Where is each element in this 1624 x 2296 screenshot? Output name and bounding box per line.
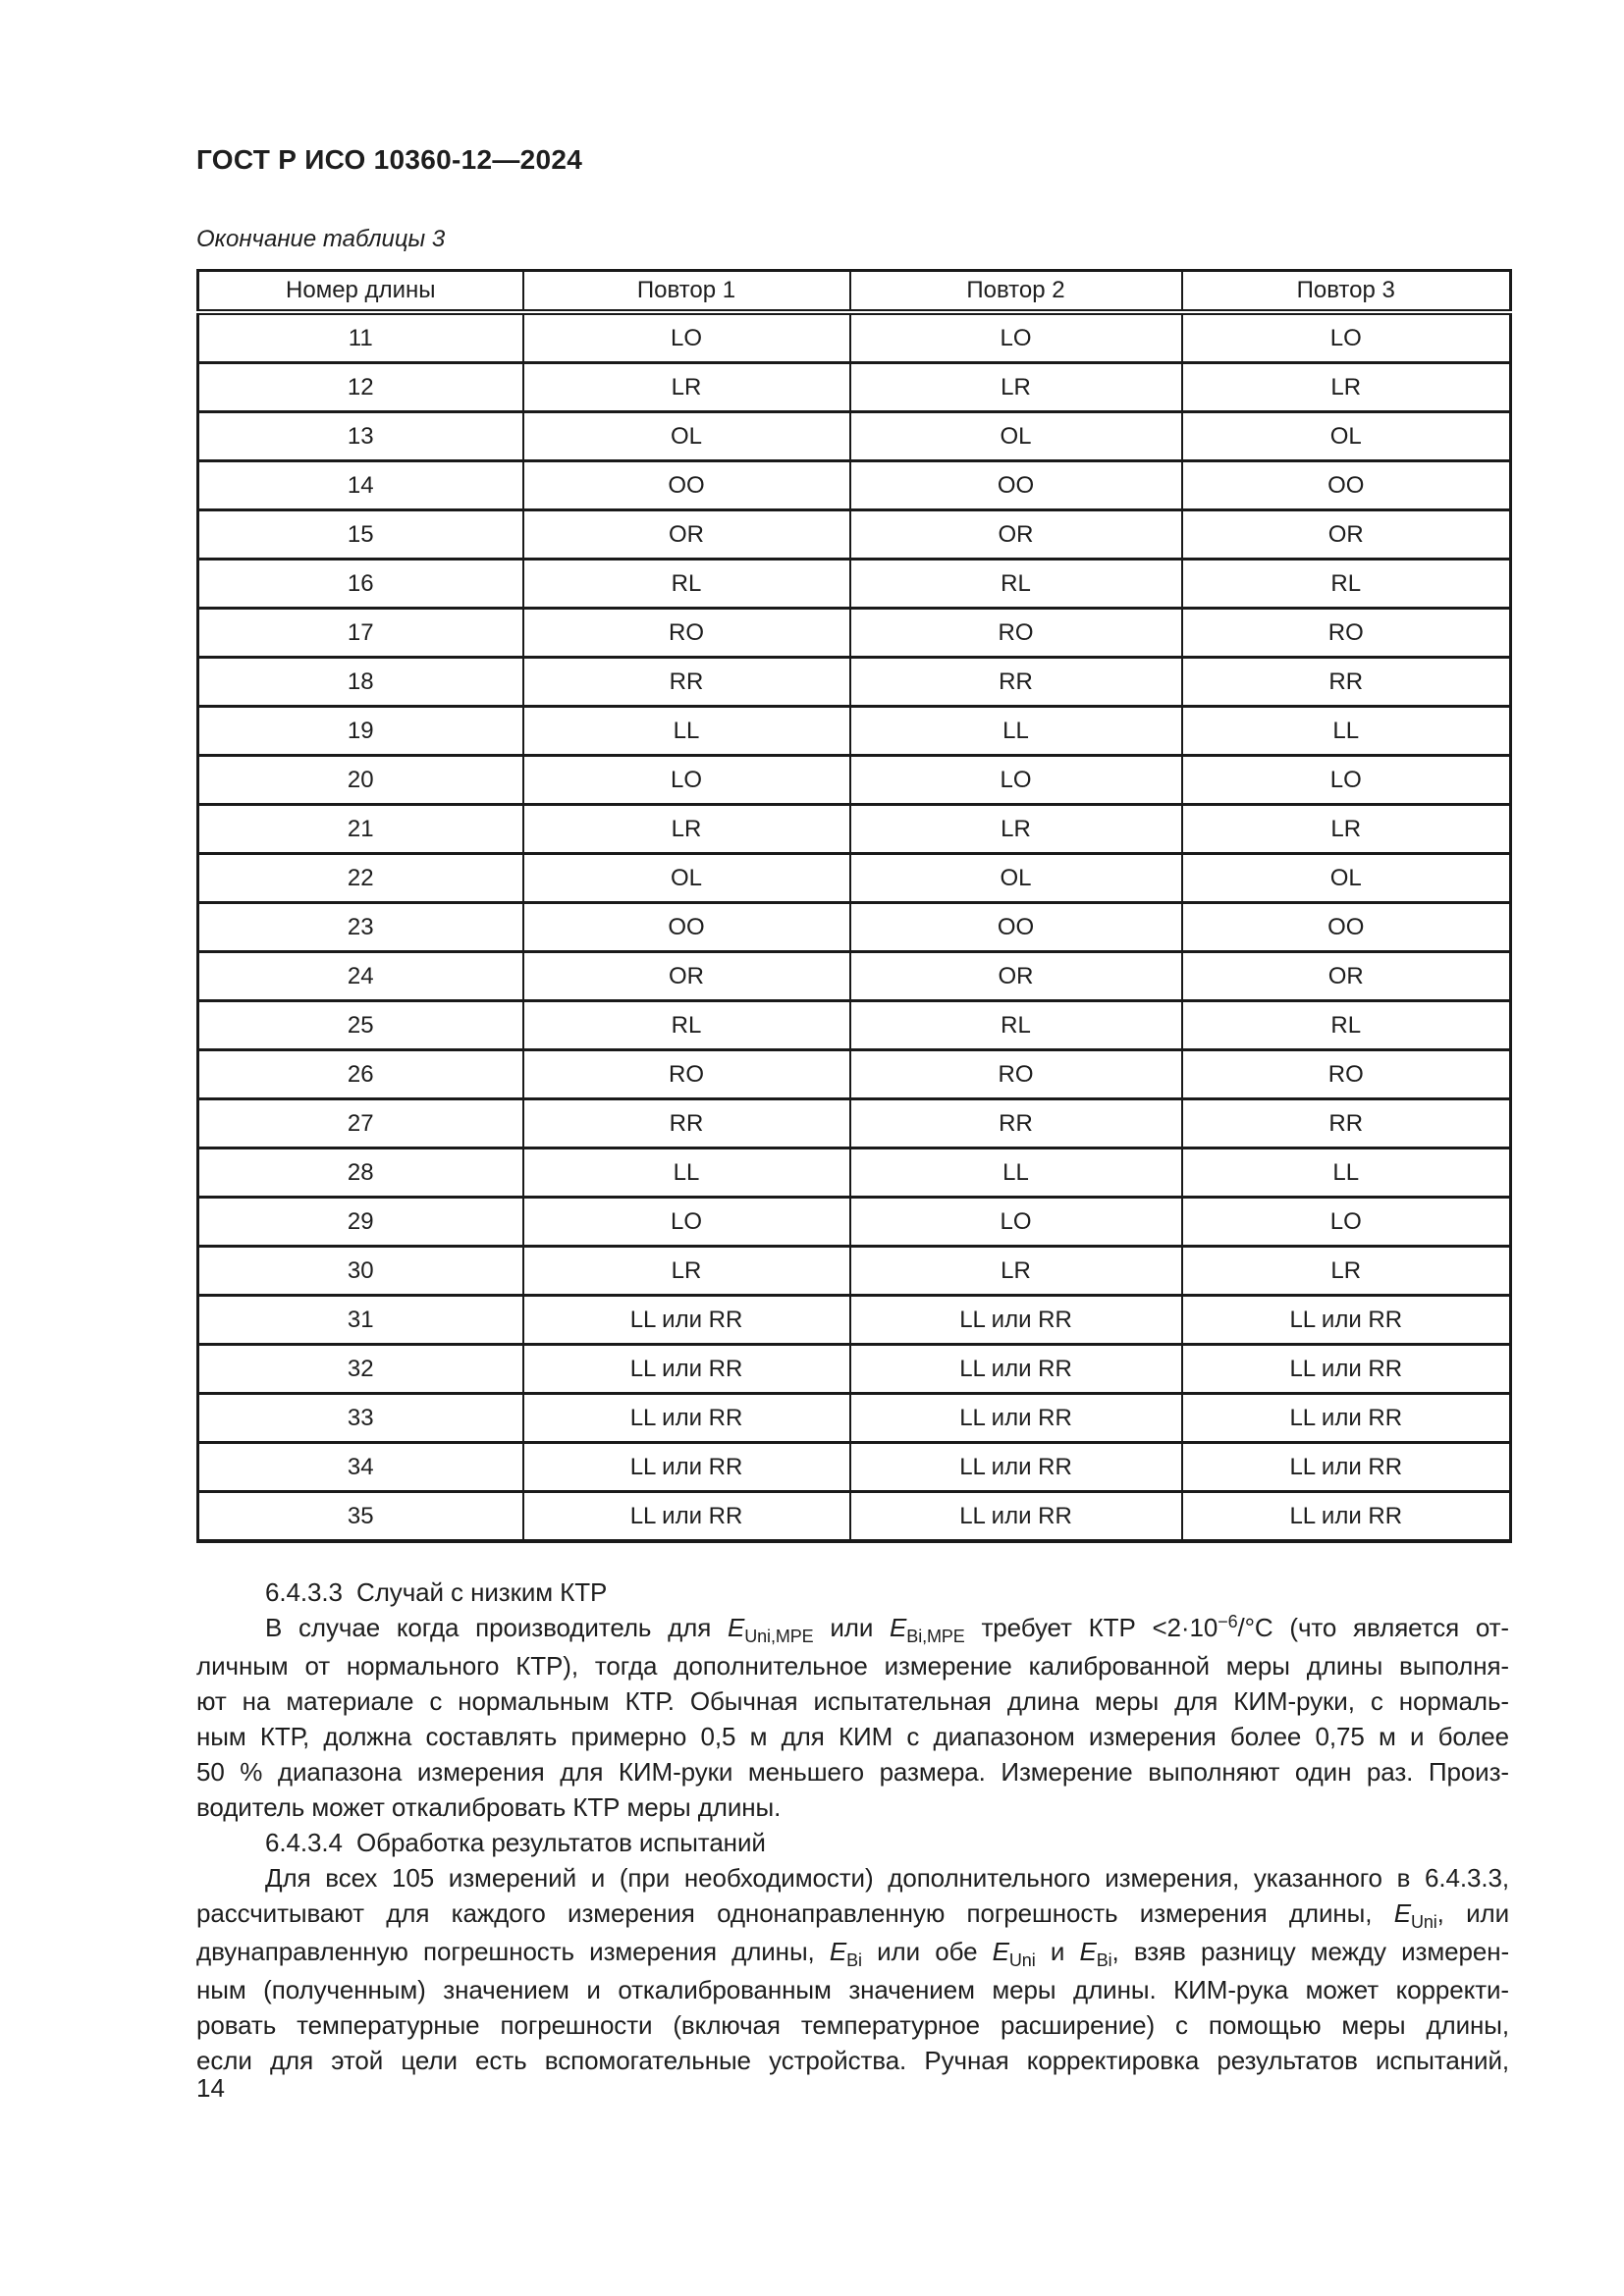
repeat-cell: LL или RR — [1182, 1443, 1511, 1492]
length-number-cell: 23 — [198, 903, 523, 952]
table-header-row — [198, 271, 1511, 313]
section-6-4-3-3 — [196, 1575, 1509, 1825]
subscript: Uni — [1410, 1912, 1437, 1932]
repeat-cell: LL или RR — [523, 1394, 850, 1443]
repeat-cell: RO — [850, 1050, 1182, 1099]
table-row — [198, 510, 1511, 560]
table-row — [198, 412, 1511, 461]
repeat-cell: LO — [523, 756, 850, 805]
section-heading: 6.4.3.3 Случай с низким КТР — [265, 1577, 608, 1607]
table-row — [198, 1443, 1511, 1492]
length-number-cell: 22 — [198, 854, 523, 903]
table-row — [198, 1099, 1511, 1148]
section-heading: 6.4.3.4 Обработка результатов испытаний — [265, 1828, 766, 1857]
length-number-cell: 24 — [198, 952, 523, 1001]
repeat-cell: RO — [523, 609, 850, 658]
length-number-cell: 28 — [198, 1148, 523, 1198]
length-number-cell: 35 — [347, 1502, 374, 1529]
repeat-cell: OO — [850, 461, 1182, 510]
repeat-cell: LR — [1182, 1247, 1511, 1296]
repeat-cell: LR — [850, 805, 1182, 854]
repeat-cell: LL или RR — [850, 1492, 1182, 1542]
math-symbol: E — [829, 1937, 847, 1966]
table-row — [198, 756, 1511, 805]
repeat-cell: RR — [850, 1099, 1182, 1148]
repeat-cell: LL или RR — [523, 1296, 850, 1345]
table-row — [198, 903, 1511, 952]
length-number-cell: 30 — [198, 1247, 523, 1296]
table-row — [198, 1492, 1511, 1542]
repeat-cell: LL или RR — [523, 1345, 850, 1394]
table-row — [198, 952, 1511, 1001]
repeat-cell: OL — [523, 854, 850, 903]
math-symbol: E — [1079, 1937, 1097, 1966]
paragraph-line: 50 % диапазона измерения для КИМ-руки меньшего размера. Измерение выполняют один раз. Произ- — [196, 1757, 1509, 1787]
math-symbol: E — [728, 1613, 745, 1642]
repeat-cell: OO — [850, 903, 1182, 952]
repeat-cell: LL или RR — [850, 1296, 1182, 1345]
length-number-cell: 31 — [198, 1296, 523, 1345]
repeat-cell: RO — [1182, 609, 1511, 658]
table-row — [198, 1247, 1511, 1296]
repeat-cell: OL — [1182, 412, 1511, 461]
length-number-cell: 12 — [198, 363, 523, 412]
superscript: −6 — [1218, 1612, 1238, 1631]
length-number-cell: 21 — [198, 805, 523, 854]
repeat-cell: OO — [1182, 461, 1511, 510]
length-number-cell: 18 — [198, 658, 523, 707]
repeat-cell: OR — [1182, 952, 1511, 1001]
table-row — [198, 1001, 1511, 1050]
repeat-cell: LL или RR — [523, 1492, 850, 1542]
repeat-cell: LL — [850, 1148, 1182, 1198]
results-table — [196, 269, 1512, 1543]
repeat-cell: RL — [1182, 560, 1511, 609]
repeat-cell: LL — [850, 707, 1182, 756]
repeat-cell: RO — [1182, 1050, 1511, 1099]
repeat-cell: LR — [850, 363, 1182, 412]
length-number-cell: 26 — [198, 1050, 523, 1099]
subscript: Bi — [1096, 1950, 1112, 1970]
repeat-cell: OL — [850, 412, 1182, 461]
length-number-cell: 17 — [198, 609, 523, 658]
repeat-cell: LL или RR — [850, 1345, 1182, 1394]
table-row — [198, 609, 1511, 658]
repeat-cell: LL или RR — [850, 1394, 1182, 1443]
subscript: Bi — [846, 1950, 862, 1970]
table-body — [198, 312, 1511, 1541]
header-cell-length-number: Номер длины — [198, 271, 523, 313]
repeat-cell: LL или RR — [1182, 1345, 1511, 1394]
section-6-4-3-4 — [196, 1825, 1509, 2078]
table-caption: Окончание таблицы 3 — [196, 226, 446, 252]
page-number: 14 — [196, 2073, 225, 2103]
paragraph-line: Для всех 105 измерений и (при необходимости) дополнительного измерения, указанного в 6.4.3.3, — [265, 1863, 1509, 1893]
length-number-cell: 32 — [198, 1345, 523, 1394]
length-number-cell: 15 — [198, 510, 523, 560]
paragraph-line: В случае когда производитель для $E_{Uni,MPE}$ или $E_{Bi,MPE}$ требует КТР $<2\cdot 10^{-6}/^\circ С$ (что является от- — [265, 1612, 1509, 1646]
repeat-cell: RO — [523, 1050, 850, 1099]
subscript: Bi,MPE — [906, 1627, 965, 1646]
table-row — [198, 363, 1511, 412]
paragraph-line: ют на материале с нормальным КТР. Обычная испытательная длина меры для КИМ-руки, с нормаль- — [196, 1686, 1509, 1716]
repeat-cell: RL — [850, 560, 1182, 609]
table-row — [198, 1148, 1511, 1198]
length-number-cell: 29 — [198, 1198, 523, 1247]
paragraph-line: если для этой цели есть вспомогательные устройства. Ручная корректировка результатов испытаний, — [196, 2046, 1509, 2075]
repeat-cell: LO — [523, 1198, 850, 1247]
repeat-cell: LR — [523, 363, 850, 412]
repeat-cell: OO — [523, 461, 850, 510]
repeat-cell: OL — [1182, 854, 1511, 903]
repeat-cell: LR — [850, 1247, 1182, 1296]
repeat-cell: OR — [850, 510, 1182, 560]
paragraph-line: ным КТР, должна составлять примерно 0,5 м для КИМ с диапазоном измерения более 0,75 м и более — [196, 1722, 1509, 1751]
repeat-cell: LO — [850, 312, 1182, 363]
repeat-cell: LL или RR — [1182, 1394, 1511, 1443]
repeat-cell: LO — [850, 1198, 1182, 1247]
repeat-cell: LR — [523, 1247, 850, 1296]
repeat-cell: LL — [1182, 707, 1511, 756]
repeat-cell: LO — [1182, 1198, 1511, 1247]
repeat-cell: LL или RR — [850, 1443, 1182, 1492]
repeat-cell: OO — [1182, 903, 1511, 952]
paragraph-line: водитель может откалибровать КТР меры длины. — [196, 1792, 782, 1822]
length-number-cell: 16 — [198, 560, 523, 609]
repeat-cell: LO — [850, 756, 1182, 805]
table-row — [198, 707, 1511, 756]
repeat-cell: OL — [523, 412, 850, 461]
length-number-cell: 14 — [198, 461, 523, 510]
repeat-cell: RL — [523, 560, 850, 609]
repeat-cell: LO — [523, 312, 850, 363]
length-number-cell: 33 — [198, 1394, 523, 1443]
paragraph-line: ровать температурные погрешности (включая температурное расширение) с помощью меры длины, — [196, 2010, 1509, 2040]
table-row — [198, 854, 1511, 903]
length-number-cell: 11 — [198, 312, 523, 363]
repeat-cell: RL — [1182, 1001, 1511, 1050]
table-row — [198, 1198, 1511, 1247]
paragraph-line: ным (полученным) значением и откалиброванным значением меры длины. КИМ-рука может корректи- — [196, 1975, 1509, 2004]
doc-number: ГОСТ Р ИСО 10360-12—2024 — [196, 144, 583, 175]
paragraph-line: рассчитывают для каждого измерения однонаправленную погрешность измерения длины, $E_{Uni}$, или — [196, 1898, 1509, 1932]
repeat-cell: RR — [523, 1099, 850, 1148]
repeat-cell: RR — [1182, 1099, 1511, 1148]
header-cell-repeat-2: Повтор 2 — [850, 271, 1182, 313]
header-cell-repeat-1: Повтор 1 — [523, 271, 850, 313]
paragraph-line: личным от нормального КТР), тогда дополнительное измерение калиброванной меры длины выполня- — [196, 1651, 1509, 1681]
repeat-cell: RO — [850, 609, 1182, 658]
length-number-cell: 13 — [198, 412, 523, 461]
paragraph-line: двунаправленную погрешность измерения длины, $E_{Bi}$ или обе $E_{Uni}$ и $E_{Bi}$, взяв разницу между измерен- — [196, 1937, 1510, 1970]
repeat-cell: LO — [1182, 756, 1511, 805]
table-row — [198, 1050, 1511, 1099]
repeat-cell: OR — [850, 952, 1182, 1001]
table-row — [198, 461, 1511, 510]
table-row — [198, 1345, 1511, 1394]
repeat-cell: OR — [1182, 510, 1511, 560]
repeat-cell: LL — [523, 707, 850, 756]
length-number-cell: 19 — [198, 707, 523, 756]
table-row — [198, 560, 1511, 609]
repeat-cell: RL — [523, 1001, 850, 1050]
length-number-cell: 20 — [198, 756, 523, 805]
repeat-cell: LL или RR — [523, 1443, 850, 1492]
repeat-cell: LO — [1182, 312, 1511, 363]
table-row — [198, 1394, 1511, 1443]
repeat-cell: OO — [523, 903, 850, 952]
table-row — [198, 805, 1511, 854]
subscript: Uni — [1008, 1950, 1036, 1970]
math-symbol: E — [992, 1937, 1009, 1966]
repeat-cell: RR — [523, 658, 850, 707]
repeat-cell: LL — [523, 1148, 850, 1198]
subscript: Uni,MPE — [744, 1627, 814, 1646]
repeat-cell: LL или RR — [1182, 1492, 1511, 1542]
repeat-cell: RR — [1182, 658, 1511, 707]
repeat-cell: LL или RR — [1182, 1296, 1511, 1345]
repeat-cell: LR — [1182, 805, 1511, 854]
table-row — [198, 658, 1511, 707]
length-number-cell: 25 — [198, 1001, 523, 1050]
repeat-cell: RR — [850, 658, 1182, 707]
length-number-cell: 27 — [198, 1099, 523, 1148]
table-row — [198, 1296, 1511, 1345]
body-text — [196, 1575, 1509, 2078]
table-row — [198, 312, 1511, 363]
header-cell-repeat-3: Повтор 3 — [1182, 271, 1511, 313]
repeat-cell: OR — [523, 952, 850, 1001]
math-symbol: E — [1393, 1898, 1411, 1928]
repeat-cell: OL — [850, 854, 1182, 903]
repeat-cell: LR — [1182, 363, 1511, 412]
math-symbol: E — [890, 1613, 907, 1642]
length-number-cell: 34 — [198, 1443, 523, 1492]
repeat-cell: OR — [523, 510, 850, 560]
repeat-cell: LR — [523, 805, 850, 854]
repeat-cell: LL — [1182, 1148, 1511, 1198]
repeat-cell: RL — [850, 1001, 1182, 1050]
